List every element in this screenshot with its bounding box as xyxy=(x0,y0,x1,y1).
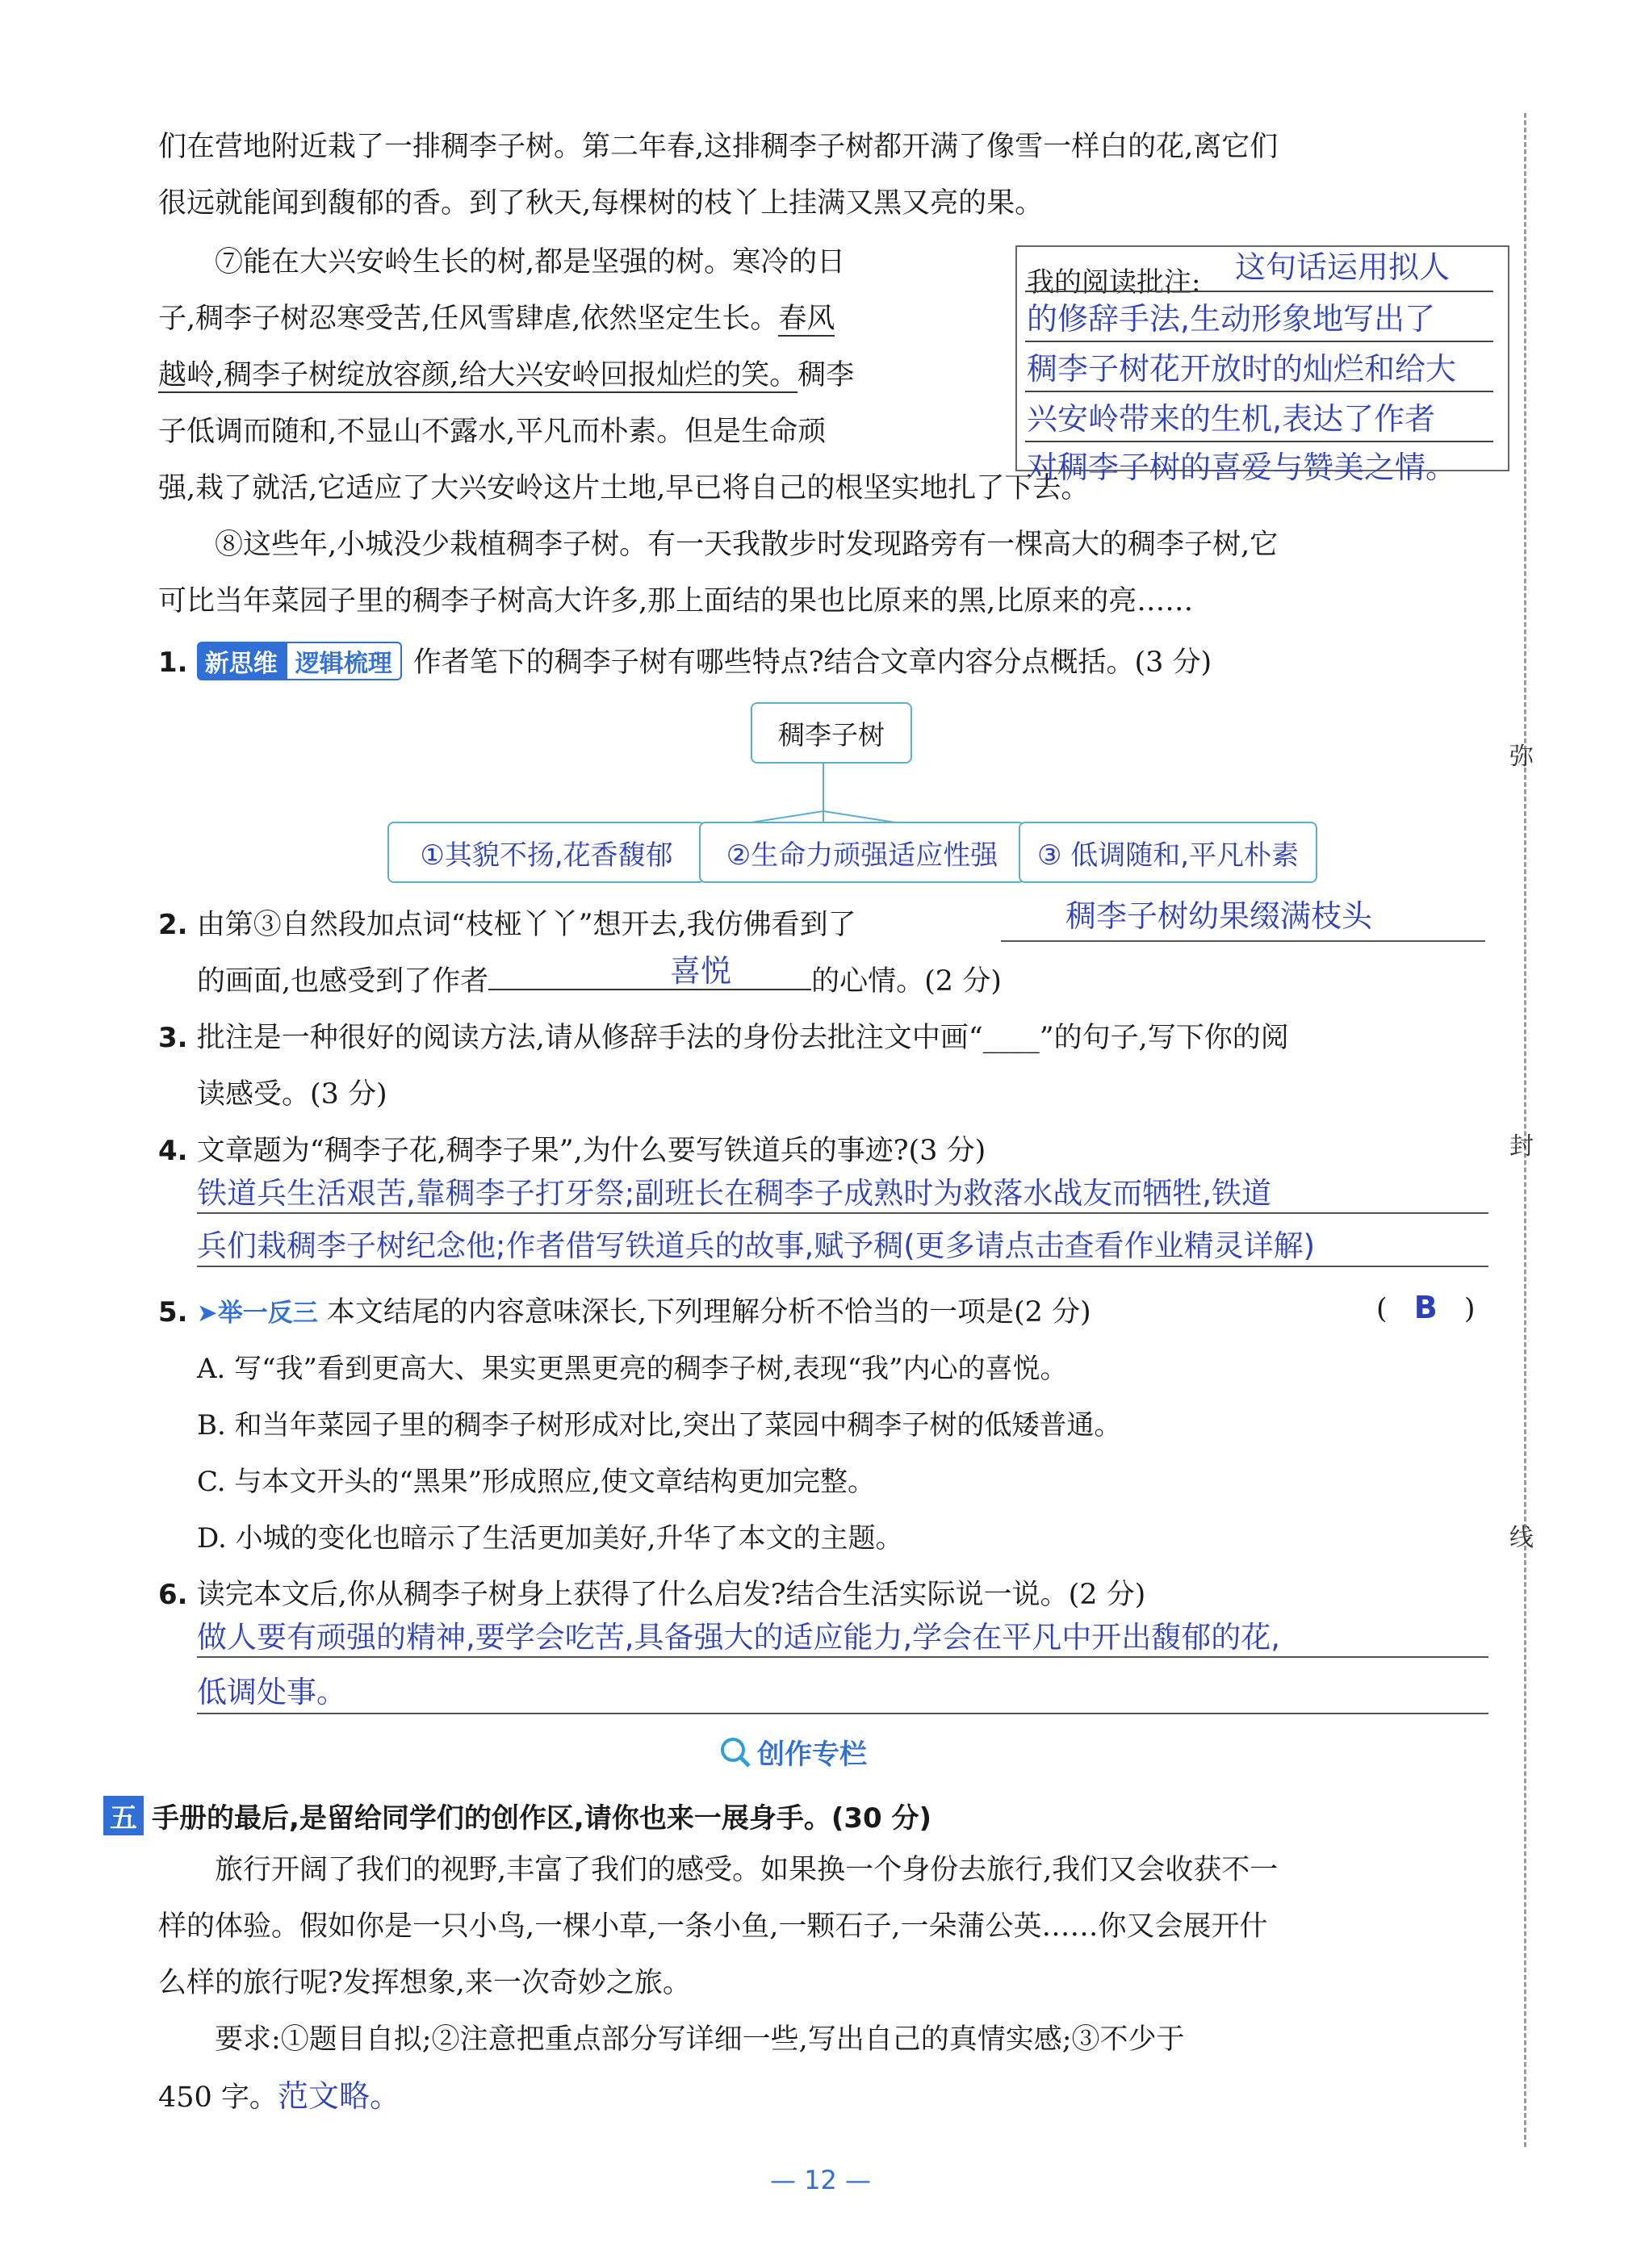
question-text: 的画面,也感受到了作者 xyxy=(197,965,489,998)
option-c: C. 与本文开头的“黑果”形成照应,使文章结构更加完整。 xyxy=(197,1466,875,1498)
creation-text: 样的体验。假如你是一只小鸟,一棵小草,一条小鱼,一颗石子,一朵蒲公英……你又会展开什 xyxy=(158,1910,1268,1943)
underlined-sentence: 春风 xyxy=(778,303,835,335)
question-2-line1 xyxy=(158,902,856,943)
badge-new-thinking: 新思维 xyxy=(197,642,286,680)
passage-line: ⑦能在大兴安岭生长的树,都是坚强的树。寒冷的日 xyxy=(215,246,846,278)
question-text: 本文结尾的内容意味深长,下列理解分析不恰当的一项是(2 分) xyxy=(326,1296,1091,1329)
passage-line: 很远就能闻到馥郁的香。到了秋天,每棵树的枝丫上挂满又黑又亮的果。 xyxy=(158,187,1044,220)
question-1 xyxy=(158,640,1212,680)
question-number: 1. xyxy=(158,647,188,679)
side-char-mi: 弥 xyxy=(1509,743,1534,771)
side-char-xian: 线 xyxy=(1509,1524,1534,1552)
answer-text: 兵们栽稠李子树纪念他;作者借写铁道兵的故事,赋予稠(更多请点击查看作业精灵详解) xyxy=(197,1228,1316,1263)
underlined-sentence: 越岭,稠李子树绽放容颜,给大兴安岭回报灿烂的笑。 xyxy=(158,359,798,391)
column-title: 创作专栏 xyxy=(757,1739,867,1771)
page-number: — 12 — xyxy=(769,2165,872,2195)
answer-underline xyxy=(197,1212,1488,1214)
mindmap-node: ①其貌不扬,花香馥郁 xyxy=(387,822,705,883)
answer-text: 做人要有顽强的精神,要学会吃苦,具备强大的适应能力,学会在平凡中开出馥郁的花, xyxy=(197,1620,1281,1655)
creation-text: 么样的旅行呢?发挥想象,来一次奇妙之旅。 xyxy=(158,1967,691,1999)
tag-apply: ➤举一反三 xyxy=(196,1299,318,1328)
passage-text: 稠李 xyxy=(797,359,855,391)
option-b: B. 和当年菜园子里的稠李子树形成对比,突出了菜园中稠李子树的低矮普通。 xyxy=(197,1409,1122,1442)
paren-right: ) xyxy=(1463,1293,1476,1325)
badge-logic: 逻辑梳理 xyxy=(286,642,402,680)
mindmap-node: ②生命力顽强适应性强 xyxy=(699,822,1025,883)
side-char-feng: 封 xyxy=(1509,1132,1534,1161)
annotation-text: 的修辞手法,生动形象地写出了 xyxy=(1027,301,1436,337)
question-text: 文章题为“稠李子花,稠李子果”,为什么要写铁道兵的事迹?(3 分) xyxy=(196,1135,986,1167)
question-text: 批注是一种很好的阅读方法,请从修辞手法的身份去批注文中画“____”的句子,写下你的阅 xyxy=(196,1022,1289,1054)
annotation-rule xyxy=(1025,291,1493,292)
answer-underline xyxy=(1001,940,1485,942)
creation-text: 旅行开阔了我们的视野,丰富了我们的感受。如果换一个身份去旅行,我们又会收获不一 xyxy=(215,1854,1279,1886)
mindmap-root: 稠李子树 xyxy=(751,702,912,764)
answer-choice: B xyxy=(1413,1290,1438,1325)
question-5 xyxy=(158,1290,1091,1330)
question-text: 作者笔下的稠李子树有哪些特点?结合文章内容分点概括。(3 分) xyxy=(412,647,1212,679)
annotation-text: 稠李子树花开放时的灿烂和给大 xyxy=(1027,351,1457,387)
annotation-rule xyxy=(1025,341,1493,342)
mindmap-node: ③ 低调随和,平凡朴素 xyxy=(1019,822,1317,883)
creation-column-header xyxy=(718,1732,867,1772)
question-text: 读完本文后,你从稠李子树身上获得了什么启发?结合生活实际说一说。(2 分) xyxy=(196,1579,1146,1611)
annotation-rule xyxy=(1025,391,1493,392)
passage-line: 强,栽了就活,它适应了大兴安岭这片土地,早已将自己的根坚实地扎了下去。 xyxy=(158,472,1090,504)
passage-line xyxy=(158,358,854,393)
answer-text: 稠李子树幼果缀满枝头 xyxy=(1065,898,1373,934)
passage-line: 们在营地附近栽了一排稠李子树。第二年春,这排稠李子树都开满了像雪一样白的花,离它们 xyxy=(158,131,1279,163)
annotation-text: 对稠李子树的喜爱与赞美之情。 xyxy=(1027,450,1457,485)
answer-blank xyxy=(488,965,811,990)
answer-text: 范文略。 xyxy=(277,2078,400,2114)
magnifier-icon xyxy=(718,1735,752,1769)
creation-text xyxy=(158,2078,400,2115)
passage-line: 可比当年菜园子里的稠李子树高大许多,那上面结的果也比原来的黑,比原来的亮…… xyxy=(158,585,1194,617)
question-3-line2: 读感受。(3 分) xyxy=(197,1078,387,1111)
creation-text: 要求:①题目自拟;②注意把重点部分写详细一些,写出自己的真情实感;③不少于 xyxy=(215,2023,1185,2056)
question-number: 3. xyxy=(158,1022,188,1054)
question-text: 的心情。(2 分) xyxy=(811,965,1002,998)
section-text: 手册的最后,是留给同学们的创作区,请你也来一展身手。(30 分) xyxy=(152,1802,932,1835)
annotation-label: 我的阅读批注: xyxy=(1027,266,1201,299)
answer-underline xyxy=(197,1266,1488,1267)
passage-text: 子,稠李子树忍寒受苦,任风雪肆虐,依然坚定生长。 xyxy=(158,303,779,335)
annotation-text: 兴安岭带来的生机,表达了作者 xyxy=(1027,401,1436,437)
question-number: 6. xyxy=(158,1579,188,1611)
question-number: 4. xyxy=(158,1135,188,1167)
passage-line xyxy=(158,301,835,337)
answer-parens xyxy=(1376,1290,1476,1325)
paren-left: ( xyxy=(1376,1293,1388,1325)
answer-text: 低调处事。 xyxy=(197,1675,346,1709)
answer-text: 喜悦 xyxy=(670,953,732,989)
passage-line: 子低调而随和,不显山不露水,平凡而朴素。但是生命顽 xyxy=(158,416,827,448)
answer-text: 铁道兵生活艰苦,靠稠李子打牙祭;副班长在稠李子成熟时为救落水战友而牺牲,铁道 xyxy=(197,1176,1271,1211)
requirement-text: 450 字。 xyxy=(158,2082,278,2114)
question-2-line2 xyxy=(197,959,1002,999)
question-4 xyxy=(158,1128,986,1169)
question-number: 5. xyxy=(158,1296,188,1329)
passage-line: ⑧这些年,小城没少栽植稠李子树。有一天我散步时发现路旁有一棵高大的稠李子树,它 xyxy=(215,529,1279,561)
section-number-badge: 五 xyxy=(103,1796,144,1835)
option-d: D. 小城的变化也暗示了生活更加美好,升华了本文的主题。 xyxy=(197,1522,903,1555)
section-five-heading xyxy=(103,1796,931,1835)
answer-underline xyxy=(197,1713,1488,1714)
question-number: 2. xyxy=(158,909,188,941)
answer-underline xyxy=(197,1656,1488,1658)
annotation-text: 这句话运用拟人 xyxy=(1235,249,1451,285)
option-a: A. 写“我”看到更高大、果实更黑更亮的稠李子树,表现“我”内心的喜悦。 xyxy=(197,1353,1068,1385)
question-3-line1 xyxy=(158,1015,1289,1056)
question-6 xyxy=(158,1572,1145,1613)
question-text: 由第③自然段加点词“枝桠丫丫”想开去,我仿佛看到了 xyxy=(196,909,856,941)
